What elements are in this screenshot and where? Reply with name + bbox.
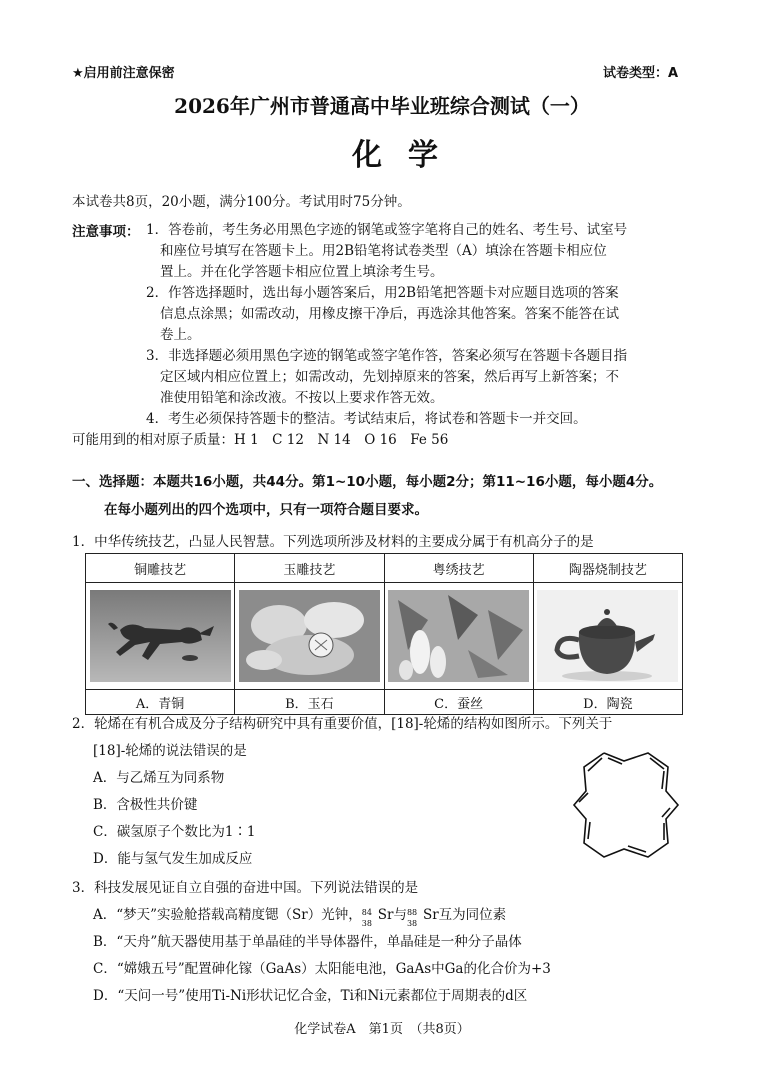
isotope-sr-84: 84 38 [361,907,372,928]
q1-header-pottery: 陶器烧制技艺 [533,554,682,583]
notice-1-line-2: 和座位号填写在答题卡上。用2B铅笔将试卷类型（A）填涂在答题卡相应位 [160,243,607,259]
teapot-image [537,590,678,682]
notice-3-line-2: 定区域内相应位置上；如需改动，先划掉原来的答案，然后再写上新答案；不 [160,369,619,385]
notice-label: 注意事项： [72,224,140,240]
q3-option-a-text: A．“梦天”实验舱搭载高精度锶（Sr）光钟， [93,907,362,923]
bronze-horse-image [90,590,231,682]
q1-option-a: A．青铜 [86,690,235,715]
section-instruction: 在每小题列出的四个选项中，只有一项符合题目要求。 [104,502,428,518]
q1-options-table [85,553,683,715]
notice-2-line-2: 信息点涂黑；如需改动，用橡皮擦干净后，再选涂其他答案。答案不能答在试 [160,306,619,322]
q3-stem: 3．科技发展见证自立自强的奋进中国。下列说法错误的是 [72,880,419,896]
notice-3-line-1: 3．非选择题必须用黑色字迹的钢笔或签字笔作答，答案必须写在答题卡各题目指 [146,348,628,364]
notice-1-line-3: 置上。并在化学答题卡相应位置上填涂考生号。 [160,264,444,280]
subject-title: 化学 [352,138,464,173]
q2-option-c: C．碳氢原子个数比为1∶1 [93,824,256,840]
exam-intro: 本试卷共8页，20小题，满分100分。考试用时75分钟。 [72,194,411,210]
q2-stem-line-1: 2．轮烯在有机合成及分子结构研究中具有重要价值，[18]-轮烯的结构如图所示。下列关于 [72,716,613,732]
q3-option-a: A．“梦天”实验舱搭载高精度锶（Sr）光钟， 84 38 Sr与 88 38 Sr互为同位素 [93,907,507,928]
notice-3-line-3: 准使用铅笔和涂改液。不按以上要求作答无效。 [160,390,444,406]
q2-option-b: B．含极性共价键 [93,797,198,813]
isotope-sr-88: 88 38 [406,907,418,928]
confidential-mark: ★启用前注意保密 [72,66,175,81]
notice-2-line-1: 2．作答选择题时，选出每小题答案后，用2B铅笔把答题卡对应题目选项的答案 [146,285,619,301]
atomic-masses: 可能用到的相对原子质量：H 1 C 12 N 14 O 16 Fe 56 [72,432,449,448]
q2-option-d: D．能与氢气发生加成反应 [93,851,253,867]
q1-header-embroidery: 粤绣技艺 [384,554,533,583]
page-footer: 化学试卷A 第1页 （共8页） [294,1022,470,1037]
embroidery-image [388,590,529,682]
q1-option-d: D．陶瓷 [533,690,682,715]
q1-header-bronze: 铜雕技艺 [86,554,235,583]
annulene-structure-diagram [566,745,686,869]
q2-stem-line-2: [18]-轮烯的说法错误的是 [93,743,247,759]
q3-option-b: B．“天舟”航天器使用基于单晶硅的半导体器件，单晶硅是一种分子晶体 [93,934,522,950]
q3-option-c: C．“嫦娥五号”配置砷化镓（GaAs）太阳能电池，GaAs中Ga的化合价为+3 [93,961,551,977]
q1-header-jade: 玉雕技艺 [235,554,384,583]
exam-title: 2026年广州市普通高中毕业班综合测试（一） [174,94,590,118]
q1-option-c: C．蚕丝 [384,690,533,715]
q1-stem: 1．中华传统技艺，凸显人民智慧。下列选项所涉及材料的主要成分属于有机高分子的是 [72,534,594,550]
paper-type: 试卷类型：A [603,66,679,81]
section-heading: 一、选择题：本题共16小题，共44分。第1~10小题，每小题2分；第11~16小题，每小题4分。 [72,474,663,490]
jade-carving-image [239,590,380,682]
q2-option-a: A．与乙烯互为同系物 [93,770,225,786]
notice-2-line-3: 卷上。 [160,327,201,343]
notice-4-line-1: 4．考生必须保持答题卡的整洁。考试结束后，将试卷和答题卡一并交回。 [146,411,587,427]
q3-option-d: D．“天问一号”使用Ti-Ni形状记忆合金，Ti和Ni元素都位于周期表的d区 [93,988,528,1004]
notice-1-line-1: 1．答卷前，考生务必用黑色字迹的钢笔或签字笔将自己的姓名、考生号、试室号 [146,222,628,238]
q1-option-b: B．玉石 [235,690,384,715]
